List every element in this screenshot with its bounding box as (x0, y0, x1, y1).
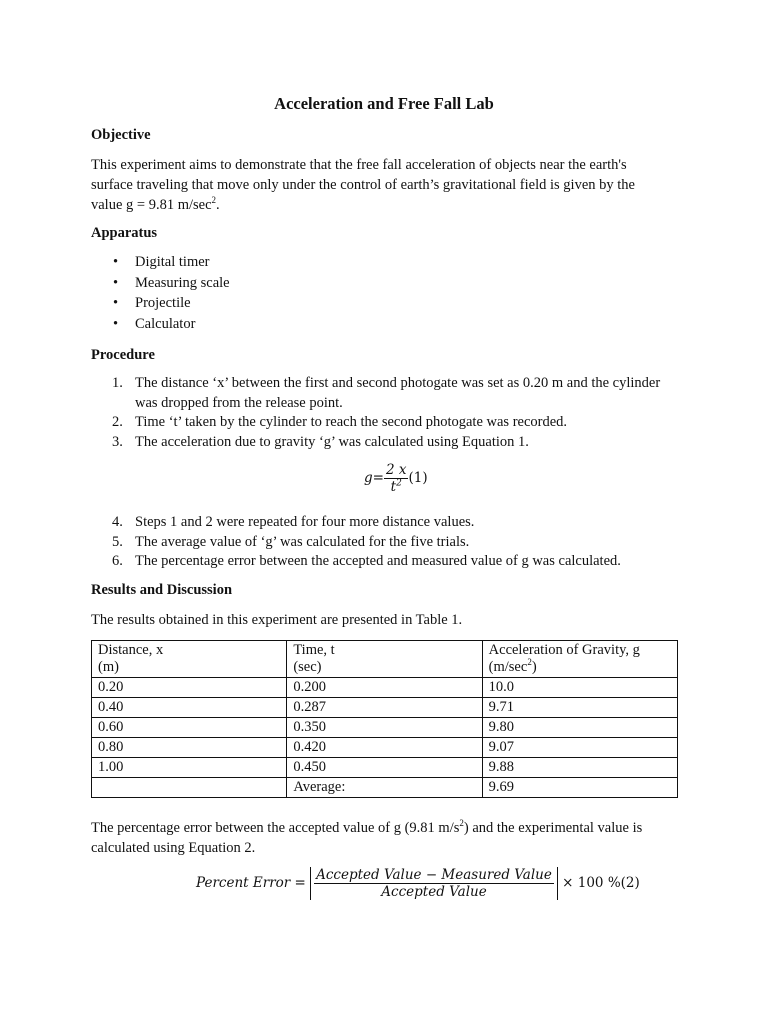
table-cell: 0.60 (92, 718, 287, 738)
table-cell: Average: (287, 778, 482, 798)
list-item: 4. Steps 1 and 2 were repeated for four more distance values. (112, 514, 475, 530)
table-cell: 0.450 (287, 758, 482, 778)
header-cell: Time, t (sec) (287, 641, 482, 678)
apparatus-list (91, 252, 230, 335)
procedure-steps-a (91, 374, 681, 453)
apparatus-heading: Apparatus (91, 225, 158, 241)
table-cell: 9.80 (482, 718, 677, 738)
objective-line-1: This experiment aims to demonstrate that the free fall acceleration of objects near the earth's (91, 157, 627, 173)
list-item: 5. The average value of ‘g’ was calculated for the five trials. (112, 533, 470, 550)
table-header-row (92, 641, 678, 678)
list-item: 2. Time ‘t’ taken by the cylinder to reach the second photogate was recorded. (112, 414, 568, 431)
table-row (92, 738, 678, 758)
list-item: • Projectile (91, 293, 230, 314)
table-cell: 0.287 (287, 698, 482, 718)
table-cell: 9.07 (482, 738, 677, 758)
objective-line-3: value g = 9.81 $m/\sec^2$. (91, 195, 220, 213)
equation-2: Percent Error = $\frac{\text{Accepted Value − Measured Value}}{\text{Accepted Value}}$ × 100 %(2) (196, 867, 640, 900)
table-cell: 9.88 (482, 758, 677, 778)
header-cell: Distance, x (m) (92, 641, 287, 678)
table-cell: 9.71 (482, 698, 677, 718)
table-row (92, 678, 678, 698)
results-intro: The results obtained in this experiment are presented in Table 1. (91, 612, 463, 628)
equation-1: g= $\frac{2 x}{t^2}$ (1) (364, 462, 428, 495)
page-title: Acceleration and Free Fall Lab (274, 94, 494, 113)
error-line-1: The percentage error between the accepted value of g (9.81 $m/s^2$) and the experimental value is (91, 818, 643, 836)
table-cell: 1.00 (92, 758, 287, 778)
list-item: • Digital timer (91, 252, 230, 273)
list-item: 6. The percentage error between the accepted and measured value of g was calculated. (112, 553, 621, 570)
table-cell: 0.40 (92, 698, 287, 718)
table-row (92, 758, 678, 778)
table-cell: 0.420 (287, 738, 482, 758)
list-item: 3. The acceleration due to gravity ‘g’ was calculated using Equation 1. (112, 434, 529, 451)
results-heading: Results and Discussion (91, 582, 233, 598)
table-cell: 10.0 (482, 678, 677, 698)
results-table (91, 640, 678, 798)
absolute-value-bars: $\frac{\text{Accepted Value − Measured Value}}{\text{Accepted Value}}$ (310, 867, 558, 900)
list-item: • Calculator (91, 314, 230, 335)
procedure-steps-b (91, 513, 681, 572)
objective-line-2: surface traveling that move only under the control of earth’s gravitational field is given by the (91, 177, 635, 193)
table-cell: 0.20 (92, 678, 287, 698)
table-cell: 0.80 (92, 738, 287, 758)
procedure-heading: Procedure (91, 347, 155, 363)
error-paragraph (91, 818, 691, 858)
table-cell (92, 778, 287, 798)
table-row (92, 778, 678, 798)
table-cell: 9.69 (482, 778, 677, 798)
table-cell: 0.350 (287, 718, 482, 738)
list-item: 1. The distance ‘x’ between the first and second photogate was set as 0.20 m and the cylinder was dropped from the release point. (112, 375, 661, 411)
header-cell: Acceleration of Gravity, g $(m/\sec^2)$ (482, 641, 677, 678)
table-row (92, 718, 678, 738)
table-cell: 0.200 (287, 678, 482, 698)
error-line-2: calculated using Equation 2. (91, 840, 256, 856)
objective-paragraph (91, 155, 681, 215)
table-row (92, 698, 678, 718)
objective-heading: Objective (91, 127, 151, 143)
list-item: • Measuring scale (91, 273, 230, 294)
